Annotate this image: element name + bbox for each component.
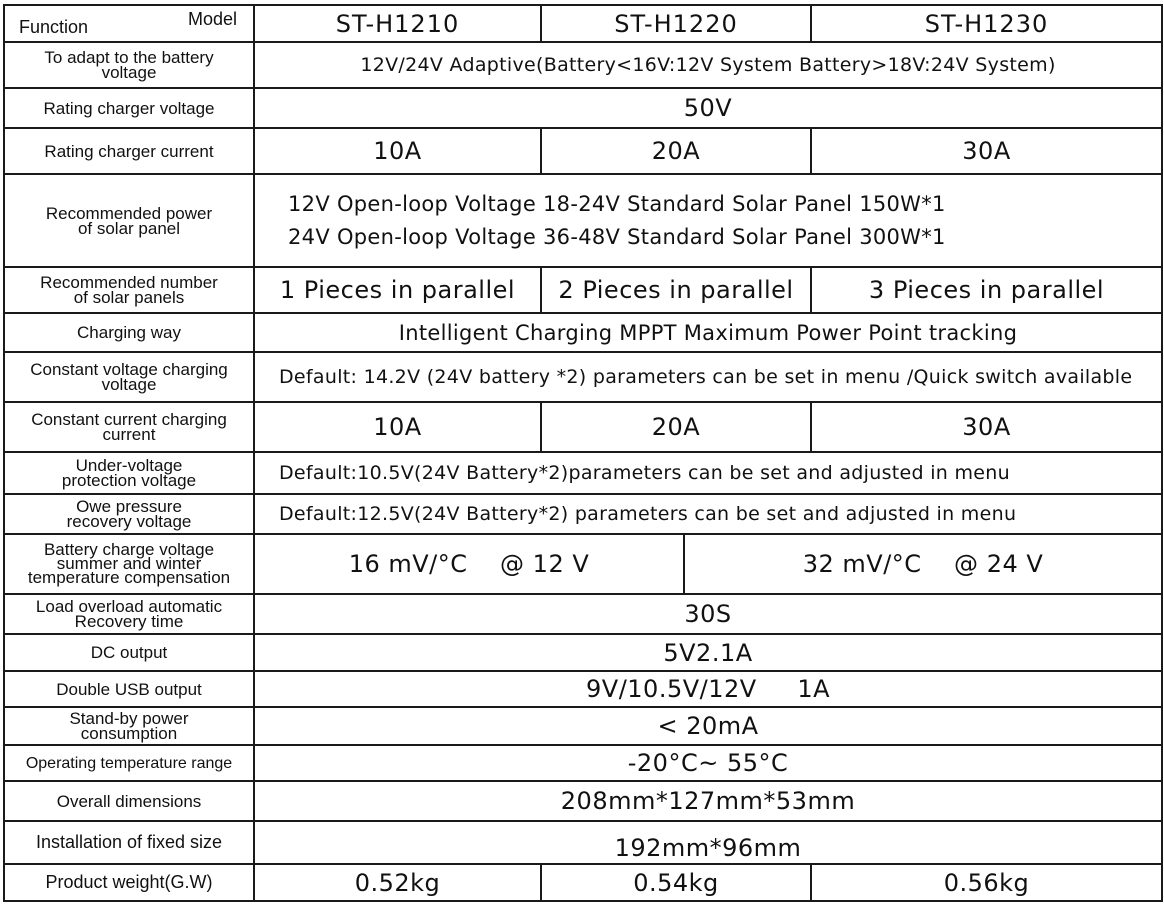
- value-panels-h1210: 1 Pieces in parallel: [254, 267, 541, 313]
- row-rating-voltage: [4, 88, 1162, 128]
- value-dimensions: 208mm*127mm*53mm: [254, 781, 1162, 821]
- row-recommended-power: [4, 174, 1162, 267]
- label-rating-current: Rating charger current: [4, 128, 254, 174]
- value-rating-current-h1210: 10A: [254, 128, 541, 174]
- label-dimensions: Overall dimensions: [4, 781, 254, 821]
- value-owe-pressure: Default:12.5V(24V Battery*2) parameters can be set and adjusted in menu: [254, 494, 1162, 534]
- row-fixed-size: [4, 821, 1162, 864]
- function-label: Function: [19, 17, 89, 37]
- value-panels-h1230: 3 Pieces in parallel: [811, 267, 1162, 313]
- header-row: [4, 5, 1162, 42]
- row-charging-way: [4, 313, 1162, 352]
- value-load-overload: 30S: [254, 594, 1162, 634]
- label-cv-charging: Constant voltage charging voltage: [4, 352, 254, 402]
- row-battery-voltage: [4, 42, 1162, 88]
- value-standby: < 20mA: [254, 707, 1162, 745]
- row-weight: [4, 864, 1162, 901]
- value-battery-voltage: 12V/24V Adaptive(Battery<16V:12V System Battery>18V:24V System): [254, 42, 1162, 88]
- value-rating-voltage: 50V: [254, 88, 1162, 128]
- label-temp-comp: Battery charge voltage summer and winter temperature compensation: [4, 534, 254, 594]
- label-rating-voltage: Rating charger voltage: [4, 88, 254, 128]
- row-under-voltage: [4, 452, 1162, 494]
- value-rating-current-h1230: 30A: [811, 128, 1162, 174]
- label-usb-output: Double USB output: [4, 671, 254, 707]
- value-charging-way: Intelligent Charging MPPT Maximum Power Point tracking: [254, 313, 1162, 352]
- row-operating-temp: [4, 745, 1162, 781]
- row-owe-pressure: [4, 494, 1162, 534]
- spec-table: [3, 4, 1163, 902]
- row-temp-comp: [4, 534, 1162, 594]
- value-cv-charging: Default: 14.2V (24V battery *2) parameters can be set in menu /Quick switch available: [254, 352, 1162, 402]
- value-operating-temp: -20°C~ 55°C: [254, 745, 1162, 781]
- row-dimensions: [4, 781, 1162, 821]
- model-st-h1230: ST-H1230: [811, 5, 1162, 42]
- value-under-voltage: Default:10.5V(24V Battery*2)parameters can be set and adjusted in menu: [254, 452, 1162, 494]
- value-rating-current-h1220: 20A: [541, 128, 811, 174]
- label-owe-pressure: Owe pressure recovery voltage: [4, 494, 254, 534]
- value-cc-h1230: 30A: [811, 402, 1162, 452]
- label-standby: Stand-by power consumption: [4, 707, 254, 745]
- row-load-overload: [4, 594, 1162, 634]
- label-load-overload: Load overload automatic Recovery time: [4, 594, 254, 634]
- value-dc-output: 5V2.1A: [254, 634, 1162, 671]
- value-usb-output: 9V/10.5V/12V 1A: [254, 671, 1162, 707]
- label-charging-way: Charging way: [4, 313, 254, 352]
- label-weight: Product weight(G.W): [4, 864, 254, 901]
- model-st-h1210: ST-H1210: [254, 5, 541, 42]
- model-st-h1220: ST-H1220: [541, 5, 811, 42]
- value-temp-comp-24v: 32 mV/°C @ 24 V: [684, 534, 1162, 594]
- row-cv-charging: [4, 352, 1162, 402]
- label-operating-temp: Operating temperature range: [4, 745, 254, 781]
- label-under-voltage: Under-voltage protection voltage: [4, 452, 254, 494]
- label-dc-output: DC output: [4, 634, 254, 671]
- model-label: Model: [187, 9, 237, 29]
- label-battery-voltage: To adapt to the battery voltage: [4, 42, 254, 88]
- value-weight-h1210: 0.52kg: [254, 864, 541, 901]
- value-temp-comp-12v: 16 mV/°C @ 12 V: [254, 534, 684, 594]
- label-recommended-number: Recommended number of solar panels: [4, 267, 254, 313]
- value-panels-h1220: 2 Pieces in parallel: [541, 267, 811, 313]
- value-cc-h1220: 20A: [541, 402, 811, 452]
- header-corner-cell: [4, 5, 254, 42]
- value-fixed-size: 192mm*96mm: [254, 821, 1162, 864]
- value-weight-h1220: 0.54kg: [541, 864, 811, 901]
- label-recommended-power: Recommended power of solar panel: [4, 174, 254, 267]
- label-cc-charging: Constant current charging current: [4, 402, 254, 452]
- row-rating-current: [4, 128, 1162, 174]
- row-cc-charging: [4, 402, 1162, 452]
- row-recommended-number: [4, 267, 1162, 313]
- value-cc-h1210: 10A: [254, 402, 541, 452]
- value-weight-h1230: 0.56kg: [811, 864, 1162, 901]
- row-usb-output: [4, 671, 1162, 707]
- row-dc-output: [4, 634, 1162, 671]
- row-standby: [4, 707, 1162, 745]
- label-fixed-size: Installation of fixed size: [4, 821, 254, 864]
- value-recommended-power: 12V Open-loop Voltage 18-24V Standard Solar Panel 150W*1 24V Open-loop Voltage 36-48V Standard Solar Panel 300W*1: [254, 174, 1162, 267]
